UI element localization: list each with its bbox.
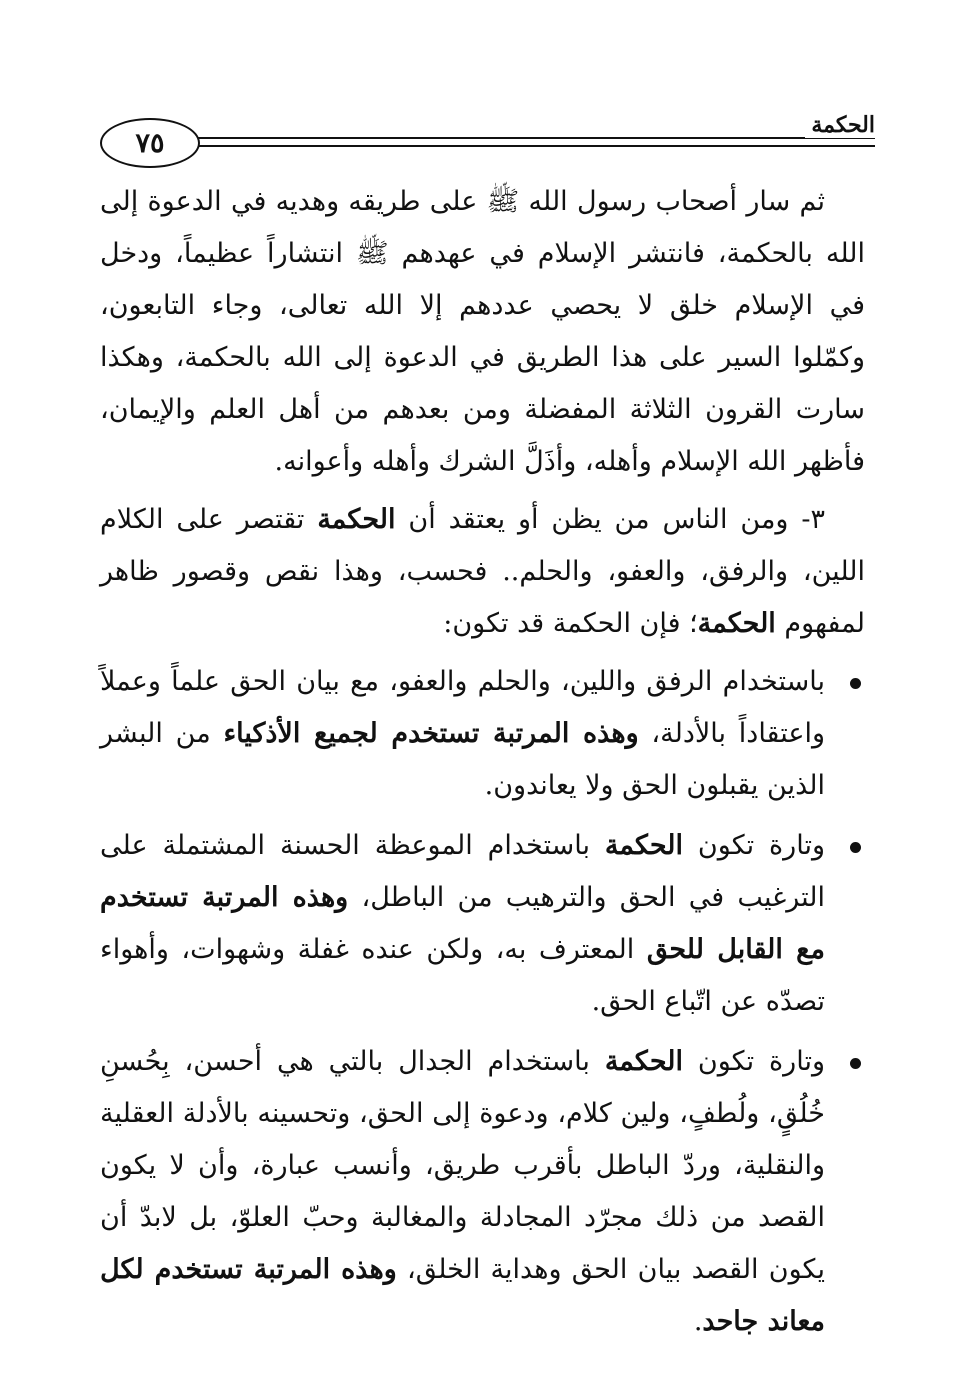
bullet-icon bbox=[850, 678, 861, 689]
bold-term: وهذه المرتبة تستخدم لكل معاند جاحد bbox=[100, 1254, 825, 1337]
bold-term: الحكمة bbox=[317, 504, 396, 535]
bold-term: وهذه المرتبة تستخدم لجميع الأذكياء bbox=[223, 718, 639, 749]
paragraph bbox=[100, 494, 865, 650]
text-run: باستخدام الجدال بالتي هي أحسن، بِحُسنِ خُلُقٍ، ولُطفٍ، ولين كلام، ودعوة إلى الحق، وتحسينه بالأدلة العقلية والنقلية، وردّ الباطل بأقرب طريق، وأنسب عبارة، وأن لا يكون القصد من ذلك مجرّد المجادلة والمغالبة وحبّ العلوّ، بل لابدّ أن يكون القصد بيان الحق وهداية الخلق، bbox=[100, 1046, 825, 1285]
text-run: ٣- ومن الناس من يظن أو يعتقد أن bbox=[395, 504, 825, 535]
text-run: وتارة تكون bbox=[682, 1046, 825, 1077]
paragraph: ثم سار أصحاب رسول الله ﷺ على طريقه وهديه في الدعوة إلى الله بالحكمة، فانتشر الإسلام في عهدهم ﷺ انتشاراً عظيماً، ودخل في الإسلام خلق لا يحصي عددهم إلا الله تعالى، وجاء التابعون، وكمّلوا السير على هذا الطريق في الدعوة إلى الله بالحكمة، وهكذا سارت القرون الثلاثة المفضلة ومن بعدهم من أهل العلم والإيمان، فأظهر الله الإسلام وأهله، وأذَلَّ الشرك وأهله وأعوانه. bbox=[100, 186, 865, 477]
list-item bbox=[100, 656, 865, 812]
bold-term: الحكمة bbox=[604, 830, 684, 861]
text-run: تقتصر على الكلام اللين، والرفق، والعفو، والحلم.. فحسب، وهذا نقص وقصور ظاهر لمفهوم bbox=[100, 504, 865, 639]
text-run: المعترف به، ولكن عنده غفلة وشهوات، وأهواء تصدّه عن اتّباع الحق. bbox=[100, 934, 825, 1017]
bold-term: الحكمة bbox=[697, 608, 776, 639]
list-item bbox=[100, 820, 865, 1028]
running-title: الحكمة bbox=[805, 112, 875, 138]
text-run: . bbox=[693, 1306, 703, 1337]
header-rule bbox=[198, 137, 875, 139]
header-rule bbox=[198, 145, 875, 147]
list-item bbox=[100, 1036, 865, 1348]
text-run: ؛ فإن الحكمة قد تكون: bbox=[443, 608, 698, 639]
bold-term: الحكمة bbox=[604, 1046, 683, 1077]
text-run: باستخدام الموعظة الحسنة المشتملة على الترغيب في الحق والترهيب من الباطل، bbox=[100, 830, 825, 913]
page-header bbox=[100, 112, 875, 170]
text-run: وتارة تكون bbox=[683, 830, 825, 861]
bullet-list bbox=[100, 656, 865, 1348]
bold-term: وهذه المرتبة تستخدم مع القابل للحق bbox=[100, 882, 825, 965]
text-run: باستخدام الرفق واللين، والحلم والعفو، مع بيان الحق علماً وعملاً واعتقاداً بالأدلة، bbox=[100, 666, 826, 749]
bullet-icon bbox=[850, 842, 861, 853]
text-run: من البشر الذين يقبلون الحق ولا يعاندون. bbox=[100, 718, 825, 801]
page-number: ٧٥ bbox=[100, 118, 200, 168]
bullet-icon bbox=[850, 1058, 861, 1069]
body-text bbox=[100, 176, 865, 1356]
